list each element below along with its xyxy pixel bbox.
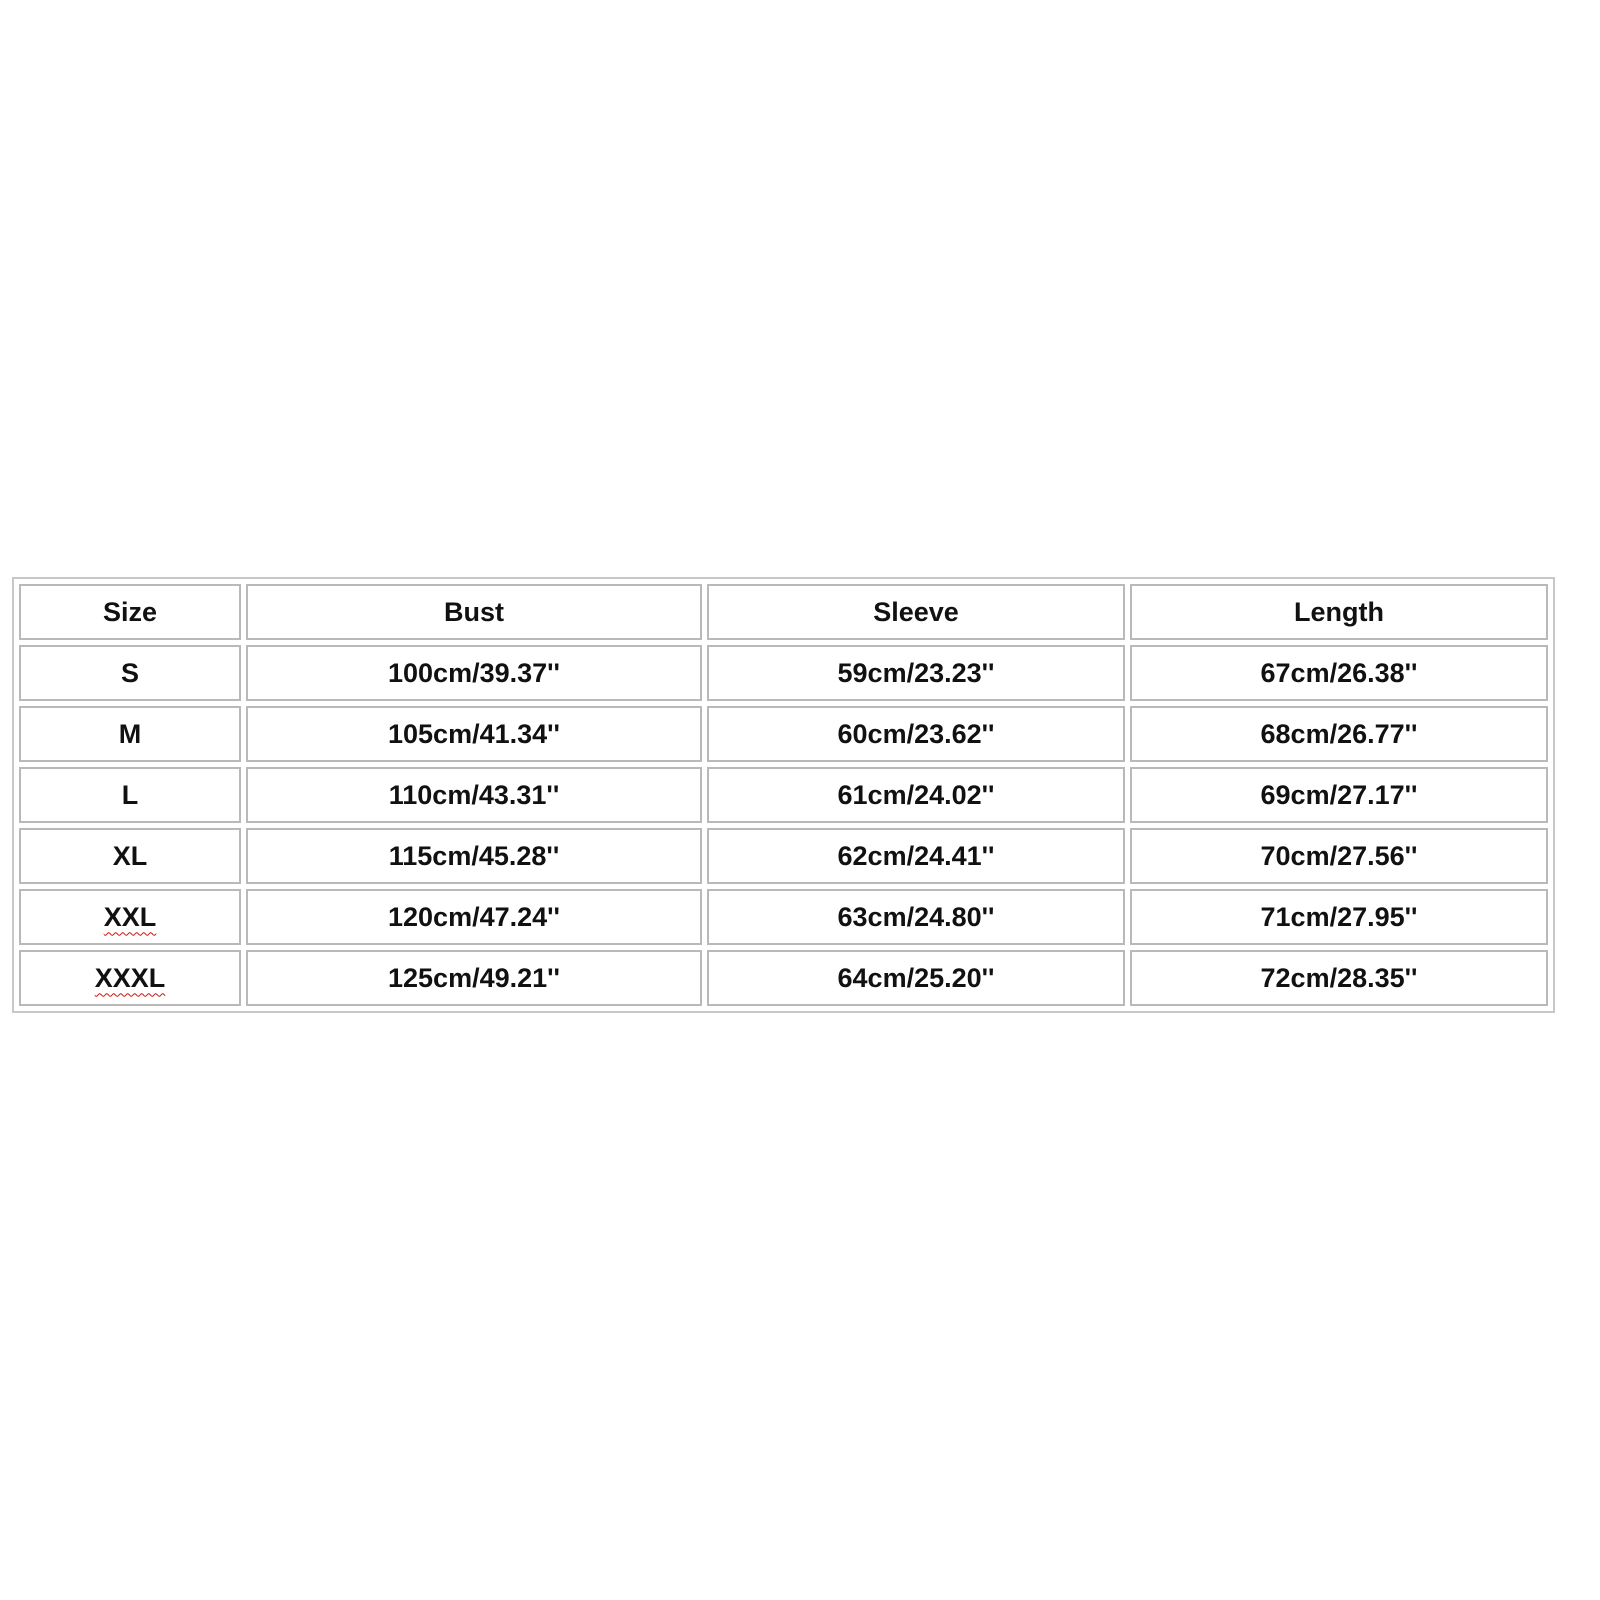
table-row: [19, 828, 1548, 884]
sleeve-cell: 61cm/24.02'': [707, 767, 1125, 823]
table-row: [19, 950, 1548, 1006]
size-cell: [19, 950, 241, 1006]
length-cell: 67cm/26.38'': [1130, 645, 1548, 701]
sleeve-cell: 62cm/24.41'': [707, 828, 1125, 884]
bust-cell: 110cm/43.31'': [246, 767, 702, 823]
length-cell: 70cm/27.56'': [1130, 828, 1548, 884]
bust-cell: 125cm/49.21'': [246, 950, 702, 1006]
header-bust: Bust: [246, 584, 702, 640]
header-row: [19, 584, 1548, 640]
sleeve-cell: 60cm/23.62'': [707, 706, 1125, 762]
size-cell: XL: [19, 828, 241, 884]
size-cell: S: [19, 645, 241, 701]
spellcheck-underlined-text: XXL: [103, 901, 157, 932]
table-row: [19, 645, 1548, 701]
table-row: [19, 706, 1548, 762]
size-cell: L: [19, 767, 241, 823]
header-length: Length: [1130, 584, 1548, 640]
size-cell: [19, 889, 241, 945]
table-row: [19, 767, 1548, 823]
table-row: [19, 889, 1548, 945]
bust-cell: 115cm/45.28'': [246, 828, 702, 884]
spellcheck-underlined-text: XXXL: [94, 962, 166, 993]
header-size: Size: [19, 584, 241, 640]
size-chart-table: [12, 577, 1555, 1013]
size-cell: M: [19, 706, 241, 762]
bust-cell: 105cm/41.34'': [246, 706, 702, 762]
sleeve-cell: 64cm/25.20'': [707, 950, 1125, 1006]
header-sleeve: Sleeve: [707, 584, 1125, 640]
bust-cell: 120cm/47.24'': [246, 889, 702, 945]
length-cell: 72cm/28.35'': [1130, 950, 1548, 1006]
length-cell: 68cm/26.77'': [1130, 706, 1548, 762]
sleeve-cell: 59cm/23.23'': [707, 645, 1125, 701]
length-cell: 71cm/27.95'': [1130, 889, 1548, 945]
length-cell: 69cm/27.17'': [1130, 767, 1548, 823]
sleeve-cell: 63cm/24.80'': [707, 889, 1125, 945]
bust-cell: 100cm/39.37'': [246, 645, 702, 701]
